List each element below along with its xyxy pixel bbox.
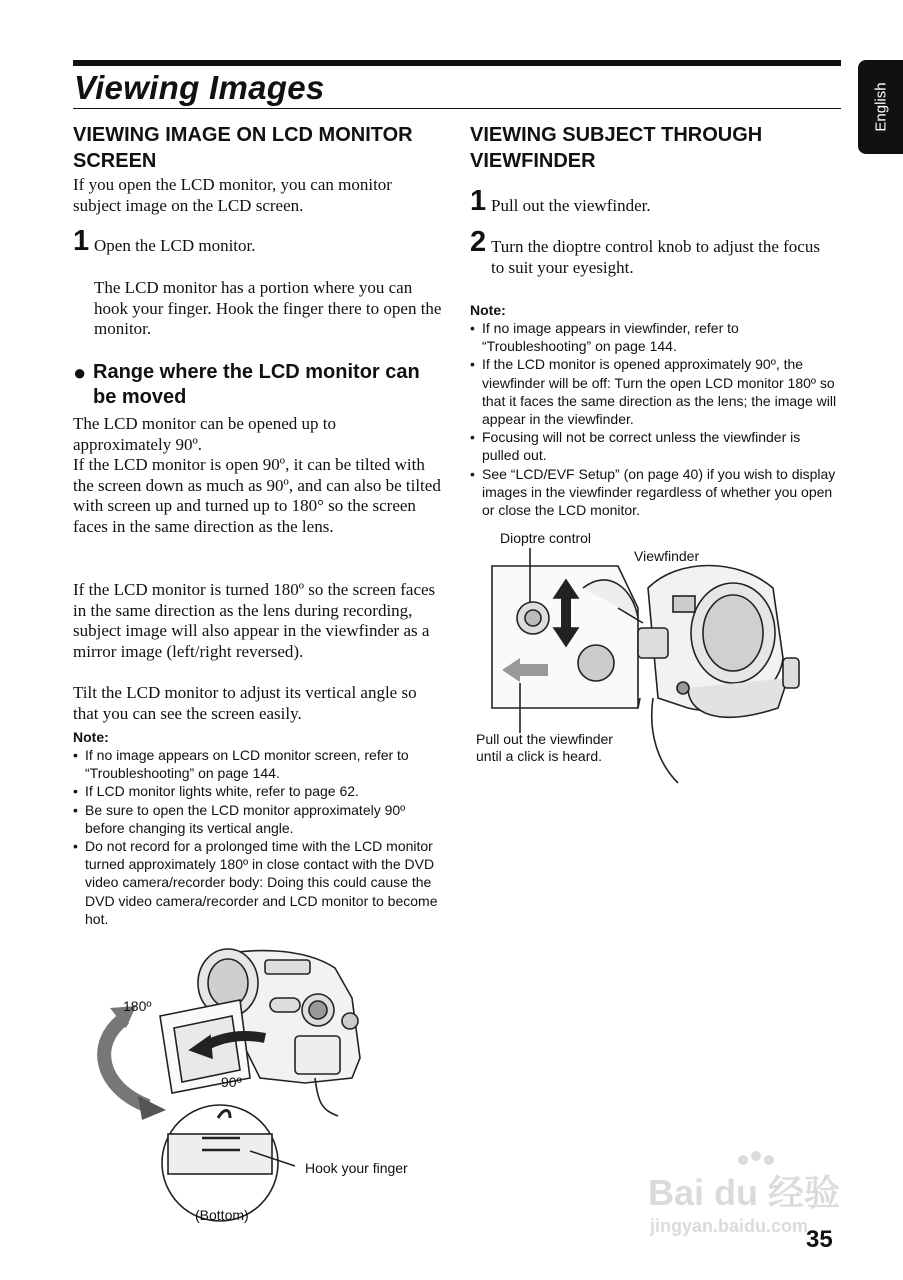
title-rule-thin xyxy=(73,108,841,109)
language-tab xyxy=(858,60,903,154)
vf-note-item: • If no image appears in viewfinder, refer to “Troubleshooting” on page 144. xyxy=(470,319,840,355)
lcd-note-label: Note: xyxy=(73,729,109,745)
range-para-2: If the LCD monitor is open 90º, it can be tilted with the screen down as much as 90º, and can also be tilted with screen up and turned up to 180° so the screen faces in the same direction as the lens. xyxy=(73,455,441,537)
label-hook-finger: Hook your finger xyxy=(305,1160,408,1176)
page-title: Viewing Images xyxy=(74,69,325,106)
label-90-degrees: 90º xyxy=(221,1074,242,1090)
label-viewfinder: Viewfinder xyxy=(634,548,700,564)
range-para-1: The LCD monitor can be opened up to approximately 90º. xyxy=(73,414,336,454)
watermark-brand: Bai du 经验 xyxy=(648,1172,841,1213)
range-para-4: Tilt the LCD monitor to adjust its vertical angle so that you can see the screen easily. xyxy=(73,683,417,723)
vf-note-item: • Focusing will not be correct unless the viewfinder is pulled out. xyxy=(470,428,840,464)
page-number: 35 xyxy=(806,1226,833,1253)
label-bottom: (Bottom) xyxy=(195,1207,249,1223)
label-dioptre-control: Dioptre control xyxy=(500,530,592,546)
vf-step-1-number: 1 xyxy=(470,185,487,217)
vf-note-item: • If the LCD monitor is opened approximately 90º, the viewfinder will be off: Turn the open LCD monitor 180º so that it faces the same direction as the lens; the image will appear in the viewfinder. xyxy=(470,355,840,428)
label-pull-viewfinder: Pull out the viewfinder until a click is heard. xyxy=(476,731,613,764)
watermark-url: jingyan.baidu.com xyxy=(650,1216,809,1236)
lcd-step-1-detail: The LCD monitor has a portion where you can hook your finger. Hook the finger there to open the monitor. xyxy=(94,278,442,339)
label-180-degrees: 180º xyxy=(123,998,152,1014)
lcd-note-item: • Do not record for a prolonged time with the LCD monitor turned approximately 180º in close contact with the DVD video camera/recorder body: Doing this could cause the DVD video camera/recorder and LCD monitor to become hot. xyxy=(73,837,445,928)
vf-step-2-number: 2 xyxy=(470,226,487,258)
language-tab-label: English xyxy=(872,82,889,132)
vf-note-label: Note: xyxy=(470,302,506,318)
lcd-note-item: • If no image appears on LCD monitor screen, refer to “Troubleshooting” on page 144. xyxy=(73,746,445,782)
range-heading: Range where the LCD monitor can be moved xyxy=(93,361,420,408)
vf-note-item: • See “LCD/EVF Setup” (on page 40) if you wish to display images in the viewfinder regardless of whether you open or close the LCD monitor. xyxy=(470,465,840,520)
lcd-note-item: • Be sure to open the LCD monitor approximately 90º before changing its vertical angle. xyxy=(73,801,445,837)
vf-step-2-text: Turn the dioptre control knob to adjust the focus to suit your eyesight. xyxy=(491,237,820,277)
viewfinder-section-heading: VIEWING SUBJECT THROUGH VIEWFINDER xyxy=(470,124,763,172)
title-rule-thick xyxy=(73,60,841,66)
vf-step-1-text: Pull out the viewfinder. xyxy=(491,196,651,215)
lcd-note-item: • If LCD monitor lights white, refer to page 62. xyxy=(73,782,445,800)
range-para-3: If the LCD monitor is turned 180º so the screen faces in the same direction as the lens during recording, subject image will also appear in the viewfinder as a mirror image (left/right reversed). xyxy=(73,580,436,662)
lcd-rotation-illustration xyxy=(90,938,440,1230)
lcd-section-heading: VIEWING IMAGE ON LCD MONITOR SCREEN xyxy=(73,124,413,172)
lcd-step-1-number: 1 xyxy=(73,225,90,257)
range-bullet: ● xyxy=(73,360,87,385)
vf-notes-list xyxy=(470,319,840,519)
lcd-step-1-text: Open the LCD monitor. xyxy=(94,236,256,255)
lcd-intro: If you open the LCD monitor, you can monitor subject image on the LCD screen. xyxy=(73,175,392,215)
lcd-notes-list xyxy=(73,746,445,928)
